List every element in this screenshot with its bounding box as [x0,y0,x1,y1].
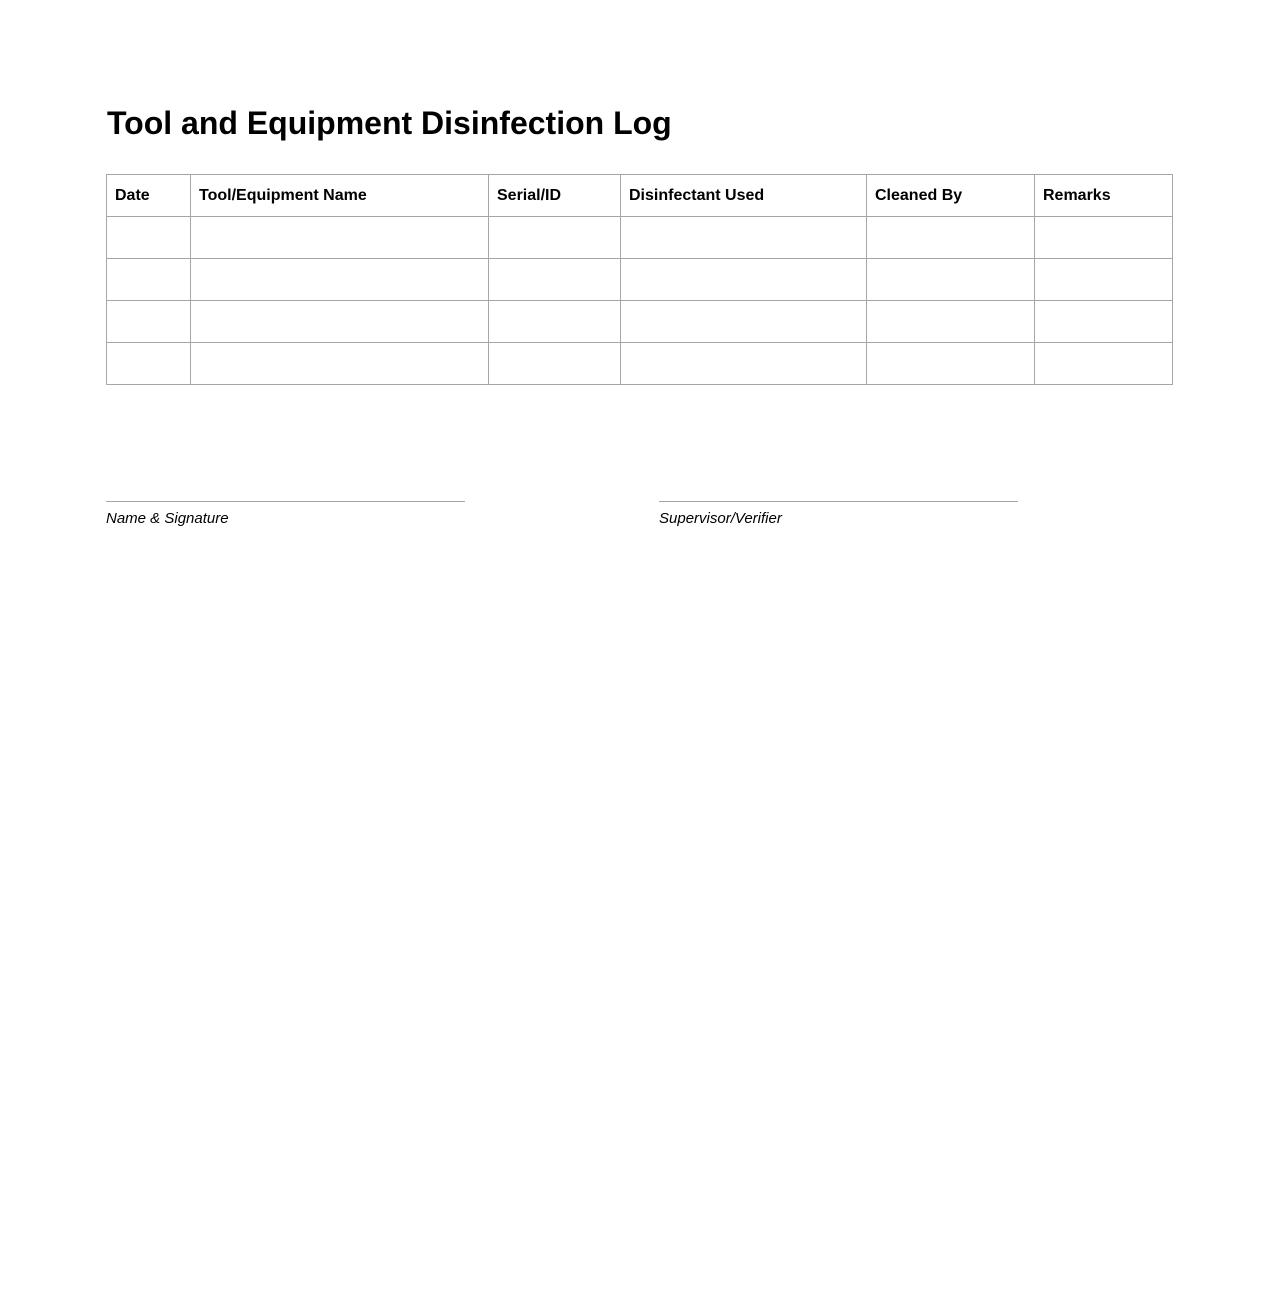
table-cell-date[interactable] [107,217,191,259]
table-row [107,343,1173,385]
page-title: Tool and Equipment Disinfection Log [107,105,672,141]
table-cell-cleaned-by[interactable] [867,343,1035,385]
table-cell-remarks[interactable] [1035,217,1173,259]
column-header-cleaned-by: Cleaned By [867,175,1035,217]
supervisor-verifier-line[interactable] [659,501,1018,502]
table-cell-tool-equipment-name[interactable] [191,259,489,301]
table-row [107,217,1173,259]
table-row [107,259,1173,301]
table-cell-tool-equipment-name[interactable] [191,217,489,259]
table-cell-serial-id[interactable] [489,343,621,385]
table-cell-disinfectant-used[interactable] [621,343,867,385]
name-signature-label: Name & Signature [106,510,229,527]
table-cell-cleaned-by[interactable] [867,217,1035,259]
name-signature-block [106,501,465,528]
table-header-row [107,175,1173,217]
table-cell-cleaned-by[interactable] [867,259,1035,301]
table-cell-tool-equipment-name[interactable] [191,343,489,385]
column-header-serial-id: Serial/ID [489,175,621,217]
column-header-date: Date [107,175,191,217]
table-cell-serial-id[interactable] [489,259,621,301]
disinfection-log-table [106,174,1173,385]
table-cell-disinfectant-used[interactable] [621,217,867,259]
supervisor-verifier-label: Supervisor/Verifier [659,510,782,527]
column-header-remarks: Remarks [1035,175,1173,217]
table-cell-cleaned-by[interactable] [867,301,1035,343]
table-cell-tool-equipment-name[interactable] [191,301,489,343]
supervisor-verifier-block [659,501,1018,528]
column-header-tool-equipment-name: Tool/Equipment Name [191,175,489,217]
table-cell-disinfectant-used[interactable] [621,301,867,343]
table-cell-serial-id[interactable] [489,217,621,259]
table-cell-date[interactable] [107,301,191,343]
table-cell-date[interactable] [107,343,191,385]
table-cell-serial-id[interactable] [489,301,621,343]
column-header-disinfectant-used: Disinfectant Used [621,175,867,217]
table-cell-remarks[interactable] [1035,301,1173,343]
table-cell-disinfectant-used[interactable] [621,259,867,301]
table-row [107,301,1173,343]
name-signature-line[interactable] [106,501,465,502]
table-cell-remarks[interactable] [1035,259,1173,301]
table-cell-remarks[interactable] [1035,343,1173,385]
table-cell-date[interactable] [107,259,191,301]
